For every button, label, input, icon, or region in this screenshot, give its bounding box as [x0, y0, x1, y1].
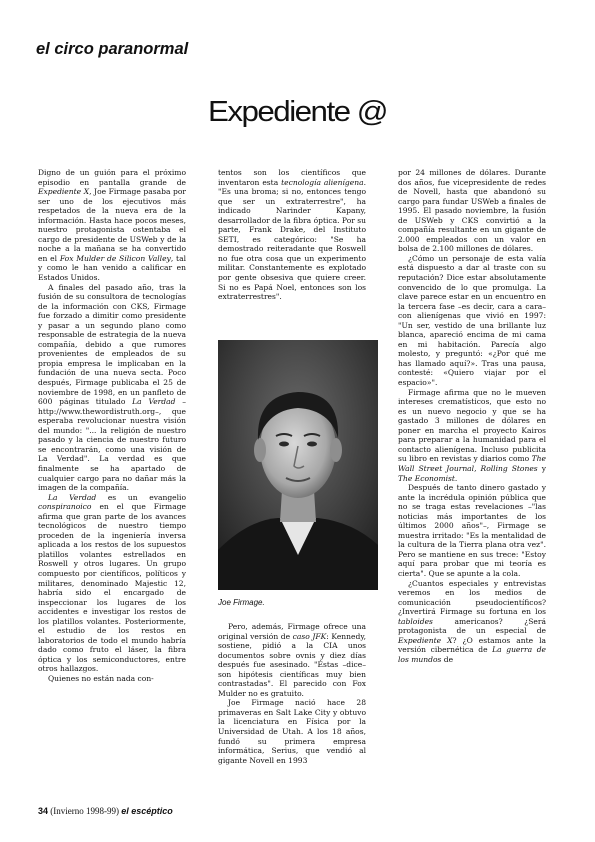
magazine-name: el escéptico	[121, 806, 173, 816]
paragraph: Digno de un guión para el próximo episodio en pantalla grande de Expediente X, Joe Firmage pasaba por ser uno de los ejecutivos más respetados de la nueva era de la información. Hasta hace pocos meses, nuestro protagonista ostentaba el cargo de presidente de USWeb y de la noche a la mañana se ha convertido en el Fox Mulder de Silicon Valley, tal y como le han venido a calificar en Estados Unidos.	[38, 168, 186, 283]
paragraph: por 24 millones de dólares. Durante dos años, fue vicepresidente de redes de Novell, hasta que abandonó su cargo para fundar USWeb a finales de 1995. El pasado noviembre, la fusión de USWeb y CKS convirtió a la compañía resultante en un gigante de 2.000 empleados con un valor en bolsa de 2.100 millones de dólares.	[398, 168, 546, 254]
issue-date: (Invierno 1998-99)	[48, 806, 122, 816]
paragraph: Joe Firmage nació hace 28 primaveras en Salt Lake City y obtuvo la licenciatura en Física por la Universidad de Utah. A los 18 años, fundó su primera empresa informática, Serius, que vendió al gigante Novell en 1993	[218, 698, 366, 765]
article-column-1	[38, 168, 186, 814]
article-column-2	[218, 168, 366, 328]
page-number: 34	[38, 806, 49, 816]
paragraph: A finales del pasado año, tras la fusión de su consultora de tecnologías de la información con CKS, Firmage fue forzado a dimitir como presidente y pasar a un segundo plano como responsable de estrategia de la nueva compañía, debido a que rumores provenientes de empleados de su propia empresa le implicaban en la fundación de una nueva secta. Poco después, Firmage publicaba el 25 de noviembre de 1998, en un panfleto de 600 páginas titulado La Verdad –http://www.thewordistruth.org–, que esperaba revolucionar nuestra visión del mundo: "... la religión de nuestro pasado y la ciencia de nuestro futuro se encontrarán, como una visión de La Verdad". La verdad es que finalmente se ha apartado de cualquier cargo para no dañar más la imagen de la compañía.	[38, 282, 186, 493]
article-column-3	[398, 168, 546, 814]
article-column-2-continued	[218, 622, 366, 765]
paragraph: tentos son los científicos que inventaron esta tecnología alienígena. "Es una broma; si no, entonces tengo que ser un extraterrestre", ha indicado Narinder Kapany, desarrollador de la fibra óptica. Por su parte, Frank Drake, del Instituto SETI, es categórico: "Se ha demostrado reiteradante que Roswell no fue otra cosa que un experimento militar. Constantemente es explotado por gente obsesiva que quiere creer. Si no es Papá Noel, entonces son los extraterrestres".	[218, 168, 366, 302]
paragraph: ¿Cómo un personaje de esta valía está dispuesto a dar al traste con su reputación? Dice estar absolutamente convencido de lo que promulga. La clave parece estar en un encuentro en la tercera fase –es decir, cara a cara– con alienígenas que vivió en 1997: "Un ser, vestido de una brillante luz blanca, apareció encima de mi cama en mi habitación. Parecía algo molesto, y preguntó: «¿Por qué me has llamado aquí?». Tras una pausa, contesté: «Quiero viajar por el espacio»".	[398, 253, 546, 388]
page-footer	[38, 806, 173, 816]
paragraph: Pero, además, Firmage ofrece una original versión de caso JFK: Kennedy, sostiene, pidió a la CIA unos documentos sobre ovnis y diez días después fue asesinado. "Éstas –dice– son hipótesis científicas muy bien contrastadas". El parecido con Fox Mulder no es gratuito.	[218, 622, 366, 698]
section-header: el circo paranormal	[36, 40, 189, 58]
paragraph: Después de tanto dinero gastado y ante la incrédula opinión pública que no se traga estas revelaciones –"las noticias más importantes de los últimos 2000 años"–, Firmage se muestra irritado: "Es la mentalidad de la cultura de la Tierra plana otra vez". Pero se mantiene en sus trece: "Estoy aquí para probar que mi teoría es cierta". Que se apunte a la cola.	[398, 483, 546, 578]
paragraph: La Verdad es un evangelio conspiranoico en el que Firmage afirma que gran parte de los avances tecnológicos de nuestro tiempo proceden de la ingeniería inversa aplicada a los restos de los supuestos platillos volantes estrellados en Roswell y otros lugares. Un grupo compuesto por científicos, políticos y militares, denominado Majestic 12, habría sido el encargado de inspeccionar los lugares de los accidentes e investigar los restos de los platillos volantes. Posteriormente, el estudio de los restos en laboratorios de todo el mundo habría dado como fruto el láser, la fibra óptica y los semiconductores, entre otros hallazgos.	[38, 492, 186, 674]
paragraph: Firmage afirma que no le mueven intereses crematísticos, que esto no es un nuevo negocio y que se ha gastado 3 millones de dólares en poner en marcha el proyecto Kairos para preparar a la humanidad para el contacto alienígena. Incluso publicita su libro en revistas y diarios como The Wall Street Journal, Rolling Stones y The Economist.	[398, 387, 546, 483]
portrait-illustration	[218, 340, 378, 590]
paragraph: Quienes no están nada con-	[48, 673, 154, 683]
article-title: Expediente @	[207, 96, 388, 128]
joe-firmage-photo	[218, 340, 378, 590]
photo-caption: Joe Firmage.	[218, 598, 265, 607]
paragraph: ¿Cuantos especiales y entrevistas veremos en los medios de comunicación pseudocientíficos? ¿Invertirá Firmage su fortuna en los tabloides americanos? ¿Será protagonista de un especial de Expediente X? ¿O estamos ante la versión cibernética de La guerra de los mundos de	[398, 578, 547, 664]
